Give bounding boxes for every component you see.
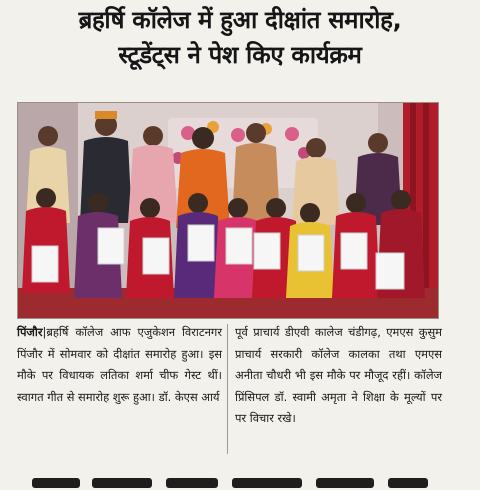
news-photo bbox=[17, 102, 439, 319]
column-divider bbox=[227, 324, 228, 454]
headline-line-1: ब्रहर्षि कॉलेज में हुआ दीक्षांत समारोह, bbox=[78, 6, 402, 34]
article-column-left bbox=[17, 322, 222, 408]
article-text-right: पूर्व प्राचार्य डीएवी कालेज चंडीगढ़, एमएस कुसुम प्राचार्य सरकारी कॉलेज कालका तथा एमएस अनीता चौधरी भी इस मौके पर मौजूद रहीं। कॉलेज प्रिंसिपल डॉ. स्वामी अमृता ने शिक्षा के मूल्यों पर पर विचार रखे। bbox=[235, 325, 442, 425]
article-body bbox=[17, 322, 442, 462]
headline bbox=[0, 2, 480, 72]
dateline-separator: | bbox=[42, 325, 47, 339]
headline-line-2: स्टूडेंट्स ने पेश किए कार्यक्रम bbox=[118, 41, 362, 69]
article-column-right bbox=[235, 322, 442, 430]
article-text-left: ब्रहर्षि कॉलेज आफ एजुकेशन विराटनगर पिंजौर में सोमवार को दीक्षांत समारोह हुआ। इस मौके पर विधायक लतिका शर्मा चीफ गेस्ट थीं। स्वागत गीत से समारोह शुरू हुआ। डॉ. केएस आर्य bbox=[17, 325, 222, 404]
dateline: पिंजौर bbox=[17, 325, 43, 339]
next-article-headline-cropped bbox=[0, 470, 480, 490]
